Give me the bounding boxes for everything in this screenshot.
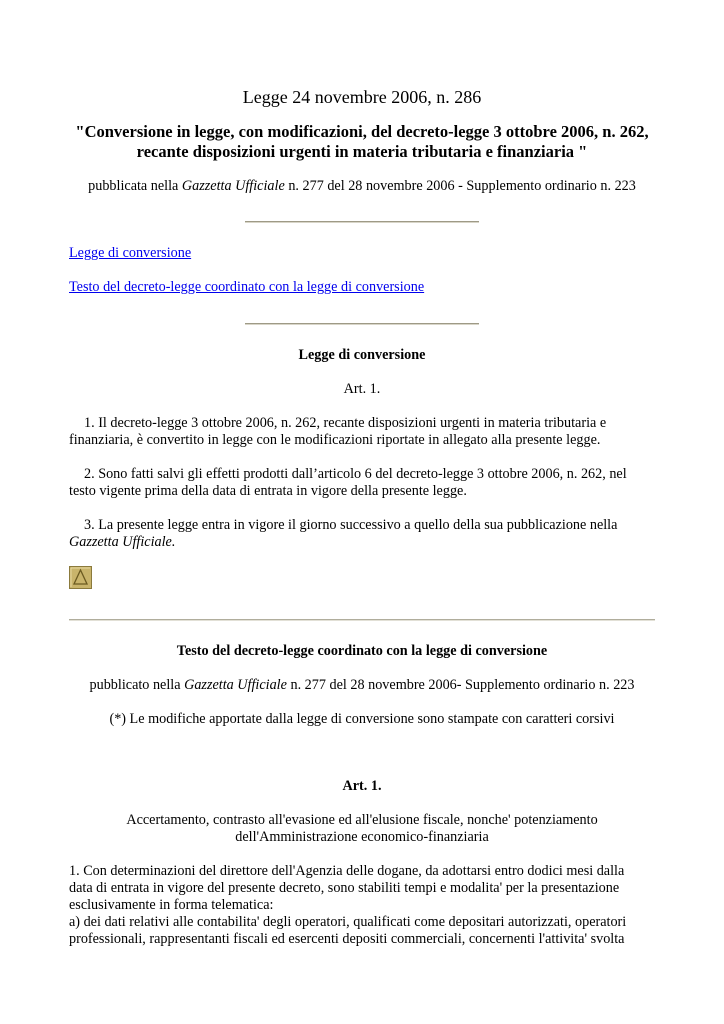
article-number: Art. 1. [343,381,381,397]
body-line: a) dei dati relativi alle contabilita' degli operatori, qualificati come depositari autorizzati, operatori [69,914,627,930]
body-line: esclusivamente in forma telematica: [69,897,274,913]
paragraph-3-line2: Gazzetta Ufficiale. [69,534,176,550]
divider [245,323,479,325]
paragraph-3-line1: 3. La presente legge entra in vigore il giorno successivo a quello della sua pubblicazione nella [84,517,618,533]
paragraph-1-line2: finanziaria, è convertito in legge con le modificazioni riportate in allegato alla presente legge. [69,432,601,448]
section-heading-testo-coordinato: Testo del decreto-legge coordinato con la legge di conversione [176,643,548,659]
body-line: data di entrata in vigore del presente decreto, sono stabiliti tempi e modalita' per la presentazione [69,880,620,896]
body-line: professionali, rappresentanti fiscali ed esercenti depositi commerciali, concernenti l'attivita' svolta [69,931,625,947]
publication-info-2: pubblicato nella Gazzetta Ufficiale n. 277 del 28 novembre 2006- Supplemento ordinario n. 223 [89,677,635,693]
article-title-line2: dell'Amministrazione economico-finanziaria [235,829,489,845]
paragraph-2-line1: 2. Sono fatti salvi gli effetti prodotti dall’articolo 6 del decreto-legge 3 ottobre 2006, n. 262, nel [84,466,627,482]
link-testo-coordinato[interactable]: Testo del decreto-legge coordinato con la legge di conversione [69,279,425,295]
document-subtitle-line1: "Conversione in legge, con modificazioni, del decreto-legge 3 ottobre 2006, n. 262, [75,122,649,141]
document-subtitle-line2: recante disposizioni urgenti in materia tributaria e finanziaria " [136,142,588,161]
body-line: 1. Con determinazioni del direttore dell'Agenzia delle dogane, da adottarsi entro dodici mesi dalla [69,863,625,879]
paragraph-1-line1: 1. Il decreto-legge 3 ottobre 2006, n. 262, recante disposizioni urgenti in materia tributaria e [84,415,607,431]
divider [69,619,655,621]
document-title: Legge 24 novembre 2006, n. 286 [242,87,482,107]
publication-info: pubblicata nella Gazzetta Ufficiale n. 277 del 28 novembre 2006 - Supplemento ordinario n. 223 [88,178,636,194]
link-legge-di-conversione[interactable]: Legge di conversione [69,245,192,261]
article-number-2: Art. 1. [342,778,382,794]
italic-note: (*) Le modifiche apportate dalla legge di conversione sono stampate con caratteri corsivi [109,711,615,727]
article-title-line1: Accertamento, contrasto all'evasione ed all'elusione fiscale, nonche' potenziamento [126,812,598,828]
section-heading-legge-di-conversione: Legge di conversione [298,347,426,363]
up-arrow-icon[interactable] [69,566,92,589]
divider [245,221,479,223]
paragraph-2-line2: testo vigente prima della data di entrata in vigore della presente legge. [69,483,467,499]
